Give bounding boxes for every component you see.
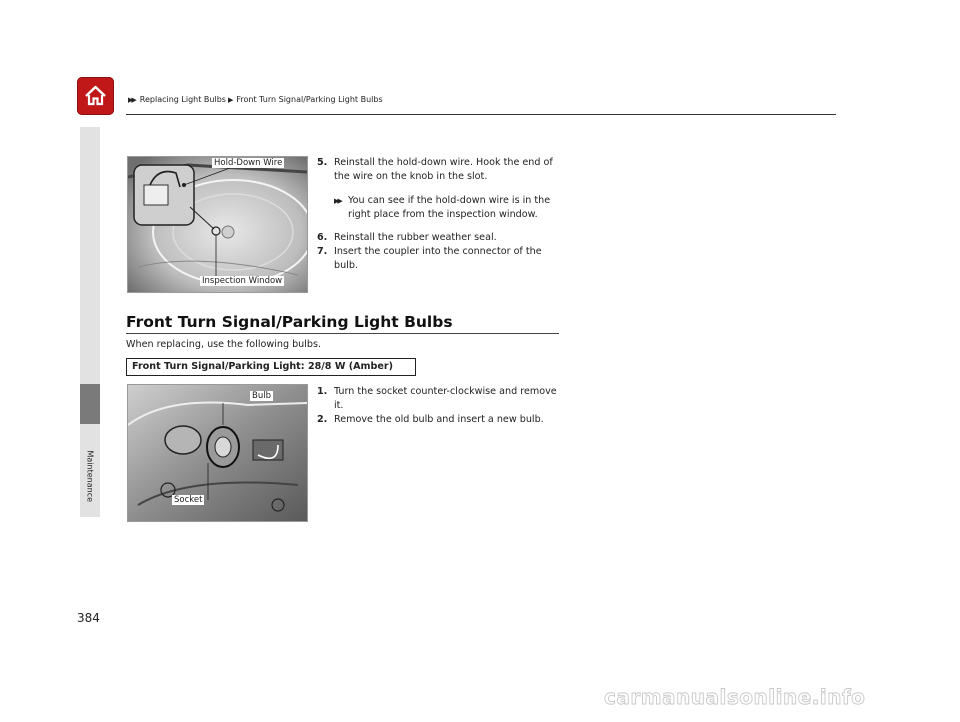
breadcrumb-arrow-icon: ▶: [227, 95, 232, 104]
steps-replace-bulb: [317, 385, 563, 427]
engine-bay-photo: [128, 385, 307, 521]
home-icon: [83, 83, 108, 108]
callout-bulb: Bulb: [252, 391, 271, 401]
step-item: 7. Insert the coupler into the connector of the bulb.: [317, 246, 542, 272]
steps-reinstall: [317, 156, 563, 273]
section-title: Front Turn Signal/Parking Light Bulbs: [126, 313, 453, 331]
page-number: 384: [77, 611, 100, 625]
section-divider: [126, 333, 559, 334]
figure-hold-down-wire: [127, 156, 308, 293]
callout-socket: Socket: [174, 495, 203, 505]
header-divider: [126, 114, 836, 115]
chapter-label: Maintenance: [85, 450, 95, 503]
bulb-spec-box: Front Turn Signal/Parking Light: 28/8 W (Amber): [126, 358, 416, 376]
breadcrumb-link-replacing-light-bulbs[interactable]: Replacing Light Bulbs: [139, 95, 226, 104]
watermark-logo: [604, 684, 934, 710]
breadcrumb-current: Front Turn Signal/Parking Light Bulbs: [236, 95, 383, 104]
step-item: 1. Turn the socket counter-clockwise and remove it.: [317, 386, 557, 411]
headlight-rear-photo: [128, 157, 307, 292]
home-button[interactable]: [77, 77, 114, 115]
chapter-tab-active[interactable]: [80, 384, 100, 424]
breadcrumb: [128, 95, 383, 104]
svg-text:carmanualsonline.info: carmanualsonline.info: [604, 685, 866, 709]
callout-inspection-window: Inspection Window: [202, 276, 283, 286]
step-item: 2. Remove the old bulb and insert a new bulb.: [317, 414, 544, 425]
figure-socket-bulb: [127, 384, 308, 522]
callout-hold-down-wire: Hold-Down Wire: [214, 158, 283, 168]
section-intro: When replacing, use the following bulbs.: [126, 339, 322, 350]
step-note: ▶▶ You can see if the hold-down wire is in the right place from the inspection window.: [334, 194, 551, 220]
step-item: 6. Reinstall the rubber weather seal.: [317, 232, 497, 244]
step-item: 5. Reinstall the hold-down wire. Hook the end of the wire on the knob in the slot.: [317, 157, 553, 182]
note-arrow-icon: ▶▶: [334, 196, 341, 205]
breadcrumb-arrow-icon: ▶▶: [128, 95, 135, 104]
